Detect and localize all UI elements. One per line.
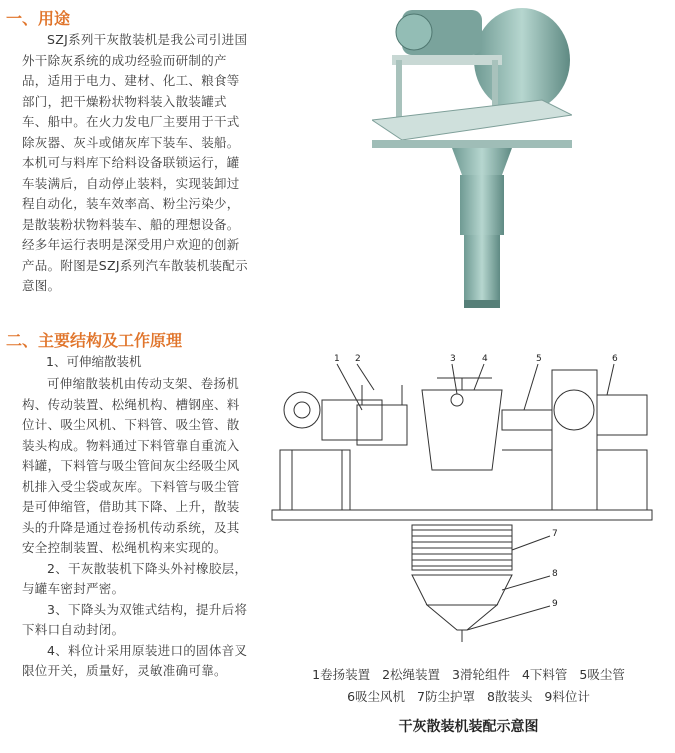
part-label-9: 9 — [552, 599, 558, 609]
legend-item: 8散装头 — [486, 689, 533, 704]
legend-item: 4下料管 — [521, 667, 568, 682]
section2-text: 可伸缩散装机由传动支架、卷扬机构、传动装置、松绳机构、槽钢座、料位计、吸尘风机、下料管、吸尘管、散装头构成。物料通过下料管靠自重流入料罐，下料管与吸尘管间灰尘经吸尘风机排入受尘袋或灰库。下料管与吸尘管是可伸缩管，借助其下降、上升，散装头的升降是通过卷扬机传动系统，及其安全控制装置、松绳机构来实现的。 — [22, 376, 240, 555]
legend-row-2 — [262, 686, 675, 708]
section2-paragraph — [22, 374, 250, 682]
section1-text: SZJ系列干灰散装机是我公司引进国外干除灰系统的成功经验而研制的产品，适用于电力、建材、化工、粮食等部门，把干燥粉状物料装入散装罐式车、船中。在火力发电厂主要用于干式除灰器、灰斗或储灰库下装车、装船。本机可与料库下给料设备联锁运行，罐车装满后，自动停止装料，实现装卸过程自动化，装车效率高、粉尘污染少，是散装粉状物料装车、船的理想设备。经多年运行表明是深受用户欢迎的创新产品。附图是SZJ系列汽车散装机装配示意图。 — [22, 32, 248, 293]
part-label-7: 7 — [552, 529, 558, 539]
section2-item4: 4、料位计采用原装进口的固体音叉限位开关，质量好，灵敏准确可靠。 — [22, 642, 248, 678]
legend-item: 7防尘护罩 — [417, 689, 475, 704]
legend-item: 1卷扬装置 — [312, 667, 371, 682]
part-label-3: 3 — [450, 354, 456, 364]
legend-row-1 — [262, 664, 675, 686]
legend-item: 3滑轮组件 — [452, 667, 510, 682]
section1-paragraph — [22, 30, 250, 297]
parts-legend — [262, 664, 675, 708]
part-label-5: 5 — [536, 354, 542, 364]
figure-caption: 干灰散装机装配示意图 — [398, 719, 539, 735]
part-label-1: 1 — [334, 354, 340, 364]
part-label-2: 2 — [355, 354, 361, 364]
assembly-drawing — [262, 350, 675, 650]
legend-item: 6吸尘风机 — [347, 689, 406, 704]
part-label-8: 8 — [552, 569, 558, 579]
section1-title: 一、用途 — [6, 9, 71, 28]
base-frame — [272, 510, 652, 520]
section2-title: 二、主要结构及工作原理 — [6, 331, 183, 350]
part-label-4: 4 — [482, 354, 488, 364]
section2-item3: 3、下降头为双锥式结构，提升后将下料口自动封闭。 — [22, 601, 248, 637]
part-label-6: 6 — [612, 354, 618, 364]
section2-subhead: 1、可伸缩散装机 — [46, 354, 142, 369]
section2-item2: 2、干灰散装机下降头外衬橡胶层，与罐车密封严密。 — [22, 560, 248, 596]
machine-photo — [372, 0, 572, 320]
legend-item: 5吸尘管 — [579, 667, 625, 682]
legend-item: 2松绳装置 — [382, 667, 441, 682]
legend-item: 9料位计 — [544, 689, 590, 704]
figure-column — [262, 0, 675, 753]
